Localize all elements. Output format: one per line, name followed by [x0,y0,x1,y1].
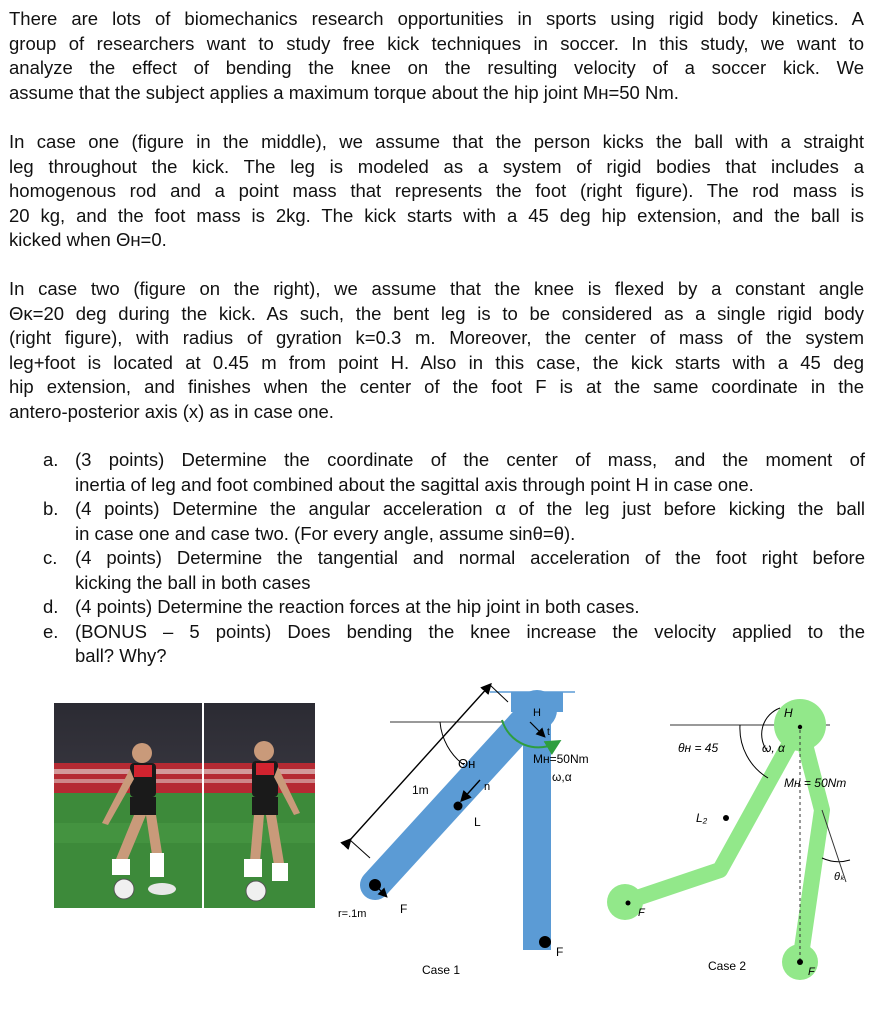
foot-F-label-bottom: F [556,945,564,959]
kick-photo [54,703,315,908]
intro-line: group of researchers want to study free kick techniques in soccer. In this study, we want to [9,32,864,54]
com-point [454,802,463,811]
case2-caption: Case 2 [708,959,747,973]
case-one-line: leg throughout the kick. The leg is modeled as a system of rigid bodies that includes a [9,155,864,177]
omega-alpha-label: ω,α [552,770,572,784]
case1-diagram [330,680,600,990]
l2-point [723,815,729,821]
n-label: n [484,781,491,793]
theta-h-label: Θʜ [458,756,476,771]
question-letter: e. [43,620,59,642]
hip-point [798,725,802,729]
L-label: L [474,815,481,829]
question-line: (4 points) Determine the reaction forces at the hip joint in both cases. [75,596,640,617]
intro-line: assume that the subject applies a maximum torque about the hip joint Mʜ=50 Nm. [9,81,679,103]
photo-frame-right [204,703,315,908]
bent-leg-right [800,725,822,962]
question-line: (4 points) Determine the tangential and normal acceleration of the foot right before [75,547,865,568]
intro-line: There are lots of biomechanics research opportunities in sports using rigid body kinetics. A [9,8,864,29]
foot-point-right [797,959,803,965]
case2-diagram [600,690,885,990]
question-d [43,595,865,620]
case1-caption: Case 1 [422,963,461,977]
length-tick [490,685,508,702]
foot-point-left [626,901,631,906]
case-two-line: leg+foot is located at 0.45 m from point H. Also in this case, the kick starts with a 45 deg [9,351,864,373]
photo-frame-left [54,703,202,908]
length-label: 1m [412,783,429,797]
theta-k-label: θₖ [834,871,845,883]
foot-F-label-left: F [400,902,408,916]
case-one-line: 20 kg, and the foot mass is 2kg. The kick starts with a 45 deg hip extension, and the ball is [9,204,864,226]
question-letter: a. [43,449,59,470]
case-two-line: In case two (figure on the right), we assume that the knee is flexed by a constant angle [9,278,864,299]
theta-h-label: θʜ = 45 [678,741,719,755]
case-two-paragraph [9,277,864,424]
intro-line: analyze the effect of bending the knee on the resulting velocity of a soccer kick. We [9,57,864,78]
foot-point-vertical [539,936,551,948]
question-line: (4 points) Determine the angular acceleration α of the leg just before kicking the ball [75,498,865,519]
case-one-paragraph [9,130,864,253]
case-one-line: homogenous rod and a point mass that represents the foot (right figure). The rod mass is [9,180,864,201]
question-line: (BONUS – 5 points) Does bending the knee increase the velocity applied to the [75,620,865,642]
omega-alpha-label: ω, α [762,741,785,755]
moment-label: Mʜ=50Nm [533,752,589,766]
theta-k-arc [822,858,850,862]
question-line: (3 points) Determine the coordinate of the center of mass, and the moment of [75,449,865,470]
question-line: kicking the ball in both cases [75,571,311,593]
foot-F-label-right: F [808,966,815,978]
question-letter: b. [43,498,59,519]
case-one-line: kicked when Θʜ=0. [9,229,167,250]
length-tick [350,840,370,858]
question-letter: d. [43,596,59,617]
question-line: in case one and case two. (For every angle, assume sinθ=θ). [75,522,576,544]
t-label: t [547,727,550,738]
question-a [43,448,865,497]
l2-label: L₂ [696,811,708,825]
question-line: inertia of leg and foot combined about the sagittal axis through point H in case one. [75,473,754,495]
foot-F-label-left: F [638,907,645,919]
case-one-line: In case one (figure in the middle), we assume that the person kicks the ball with a straight [9,131,864,152]
question-list [43,448,865,669]
case-two-line: hip extension, and finishes when the center of the foot F is at the same coordinate in the [9,376,864,397]
radius-label: r=.1m [338,908,367,920]
question-e [43,620,865,669]
moment-label: Mʜ = 50Nm [784,776,847,790]
question-b [43,497,865,546]
case-two-line: Θᴋ=20 deg during the kick. As such, the bent leg is to be considered as a single rigid body [9,302,864,324]
hip-H-label: H [533,707,541,719]
hip-H-label: H [784,706,793,720]
question-c [43,546,865,595]
case-two-line: antero-posterior axis (x) as in case one. [9,400,334,422]
case-two-line: (right figure), with radius of gyration k=0.3 m. Moreover, the center of mass of the system [9,327,864,348]
intro-paragraph [9,7,864,105]
question-line: ball? Why? [75,645,167,666]
question-letter: c. [43,547,58,568]
